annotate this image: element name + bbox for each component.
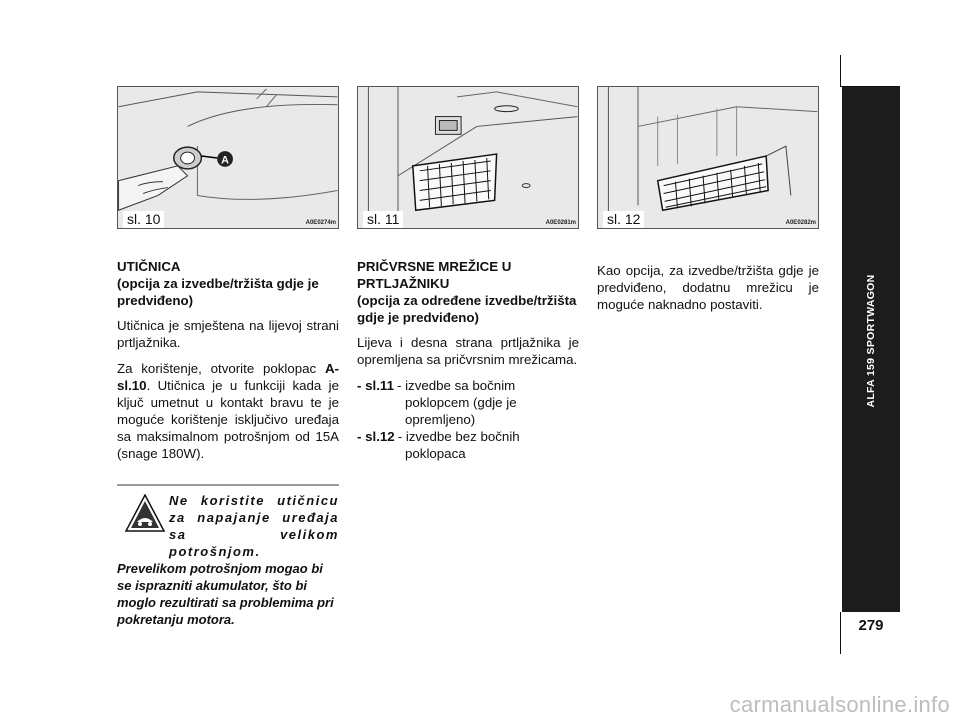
figure-code: A0E0274m [305, 220, 336, 226]
warning-lead: Ne koristite utičnicu za napajanje uređaja sa velikom potrošnjom. [169, 493, 339, 559]
side-tab-title: ALFA 159 SPORTWAGON [865, 274, 877, 408]
figure-sl10 [117, 86, 339, 229]
list-item: - sl.12 - izvedbe bez bočnih [357, 429, 520, 444]
paragraph: Lijeva i desna strana prtljažnika je opremljena sa pričvrsnim mrežicama. [357, 335, 579, 367]
column-optional-net [597, 262, 819, 322]
trunk-net-without-cover-illustration [598, 87, 818, 228]
chapter-side-tab [842, 86, 900, 612]
svg-text:A: A [221, 154, 229, 167]
car-battery-warning-icon [125, 494, 165, 532]
figure-code: A0E0282m [785, 220, 816, 226]
page-number: 279 [858, 617, 884, 634]
section-heading: PRIČVRSNE MREŽICE U PRTLJAŽNIKU (opcija za određene izvedbe/tržišta gdje je predviđeno) [357, 259, 577, 325]
warning-box [117, 484, 339, 628]
column-nets [357, 258, 579, 462]
column-socket [117, 258, 339, 471]
paragraph: Kao opcija, za izvedbe/tržišta gdje je predviđeno, dodatnu mrežicu je moguće naknadno postaviti. [597, 263, 819, 312]
crop-mark [840, 612, 841, 654]
paragraph: Za korištenje, otvorite poklopac A-sl.10. Utičnica je u funkciji kada je ključ umetnut u kontakt bravu te je moguće korištenje isključivo uređaja sa maksimalnom potrošnjom od 15A (snage 180W). [117, 361, 339, 461]
watermark: carmanualsonline.info [729, 692, 950, 717]
warning-body: Prevelikom potrošnjom mogao bi se isprazniti akumulator, što bi moglo rezultirati sa problemima pri pokretanju motora. [117, 561, 334, 627]
figure-sl11 [357, 86, 579, 229]
list-item: - sl.11 - izvedbe sa bočnim [357, 378, 516, 393]
socket-illustration [118, 87, 338, 228]
crop-mark [840, 86, 900, 87]
trunk-net-with-cover-illustration [358, 87, 578, 228]
section-heading: UTIČNICA (opcija za izvedbe/tržišta gdje je predviđeno) [117, 259, 319, 308]
crop-mark [840, 55, 841, 86]
list-item-continued: poklopcem (gdje je [405, 395, 517, 410]
paragraph: Utičnica je smještena na lijevoj strani prtljažnika. [117, 318, 339, 350]
list-item-continued: opremljeno) [405, 412, 476, 427]
figure-label: sl. 12 [603, 211, 644, 228]
figure-sl12 [597, 86, 819, 229]
warning-divider [117, 484, 339, 486]
figure-list [357, 377, 579, 462]
figure-label: sl. 10 [123, 211, 164, 228]
figure-label: sl. 11 [363, 211, 403, 228]
figure-code: A0E0281m [545, 220, 576, 226]
list-item-continued: poklopaca [405, 446, 466, 461]
